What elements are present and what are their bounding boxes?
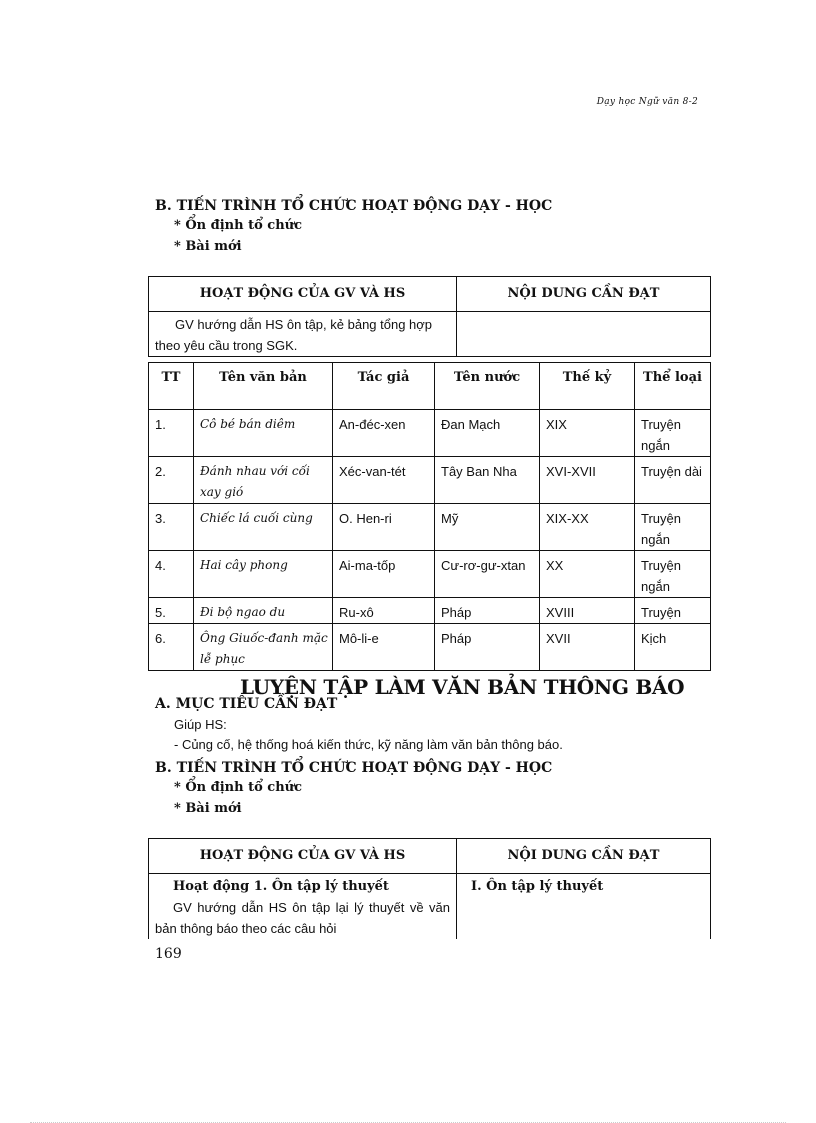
section-title: B. TIẾN TRÌNH TỔ CHỨC HOẠT ĐỘNG DẠY - HỌC (155, 198, 553, 214)
cell-century: XIX-XX (540, 504, 635, 551)
cell-index: 1. (149, 410, 194, 457)
content-cell-2 (457, 874, 711, 940)
activity-title: Hoạt động 1. Ôn tập lý thuyết (173, 879, 389, 894)
content-header: NỘI DUNG CẦN ĐẠT (457, 277, 711, 312)
cell-index: 5. (149, 598, 194, 624)
content-title: I. Ôn tập lý thuyết (471, 879, 604, 894)
page-number: 169 (155, 946, 182, 962)
cell-author: O. Hen-ri (333, 504, 435, 551)
running-header: Dạy học Ngữ văn 8-2 (596, 97, 698, 107)
cell-century: XIX (540, 410, 635, 457)
cell-author: Ru-xô (333, 598, 435, 624)
cell-index: 4. (149, 551, 194, 598)
activity-header: HOẠT ĐỘNG CỦA GV VÀ HS (149, 277, 457, 312)
section-title-2: B. TIẾN TRÌNH TỔ CHỨC HOẠT ĐỘNG DẠY - HỌC (155, 760, 553, 776)
objective-item: - Củng cố, hệ thống hoá kiến thức, kỹ năng làm văn bản thông báo. (174, 737, 563, 752)
objectives-heading: A. MỤC TIÊU CẦN ĐẠT (155, 696, 338, 712)
table-row (149, 624, 711, 671)
table-row (149, 598, 711, 624)
cell-country: Mỹ (435, 504, 540, 551)
table-row (149, 410, 711, 457)
activity-cell: GV hướng dẫn HS ôn tập, kẻ bảng tổng hợp theo yêu cầu trong SGK. (149, 312, 457, 357)
cell-author: Xéc-van-tét (333, 457, 435, 504)
cell-index: 2. (149, 457, 194, 504)
cell-title: Hai cây phong (194, 551, 333, 598)
content-header-2: NỘI DUNG CẦN ĐẠT (457, 839, 711, 874)
objectives-intro: Giúp HS: (174, 717, 227, 732)
table-row (149, 457, 711, 504)
step-new-lesson-2: * Bài mới (174, 801, 242, 816)
cell-century: XVIII (540, 598, 635, 624)
cell-title: Chiếc lá cuối cùng (194, 504, 333, 551)
step-new-lesson: * Bài mới (174, 239, 242, 254)
cell-index: 3. (149, 504, 194, 551)
cell-genre: Truyện ngắn (635, 410, 711, 457)
literature-table (148, 362, 711, 671)
cell-genre: Truyện ngắn (635, 504, 711, 551)
col-header-author: Tác giả (333, 363, 435, 410)
cell-country: Đan Mạch (435, 410, 540, 457)
col-header-country: Tên nước (435, 363, 540, 410)
cell-genre: Truyện dài (635, 457, 711, 504)
col-header-century: Thế kỷ (540, 363, 635, 410)
cell-index: 6. (149, 624, 194, 671)
table-row (149, 504, 711, 551)
cell-genre: Truyện (635, 598, 711, 624)
cell-country: Cư-rơ-gư-xtan (435, 551, 540, 598)
col-header-title: Tên văn bản (194, 363, 333, 410)
col-header-index: TT (149, 363, 194, 410)
cell-genre: Kịch (635, 624, 711, 671)
cell-title: Cô bé bán diêm (194, 410, 333, 457)
cell-title: Ông Giuốc-đanh mặc lễ phục (194, 624, 333, 671)
step-stabilize-2: * Ổn định tổ chức (174, 780, 303, 795)
activity-table (148, 276, 711, 357)
cell-country: Pháp (435, 624, 540, 671)
cell-country: Pháp (435, 598, 540, 624)
cell-title: Đi bộ ngao du (194, 598, 333, 624)
cell-century: XVI-XVII (540, 457, 635, 504)
step-stabilize: * Ổn định tổ chức (174, 218, 303, 233)
col-header-genre: Thể loại (635, 363, 711, 410)
activity-table-2 (148, 838, 711, 939)
cell-country: Tây Ban Nha (435, 457, 540, 504)
cell-century: XVII (540, 624, 635, 671)
cell-genre: Truyện ngắn (635, 551, 711, 598)
cell-century: XX (540, 551, 635, 598)
activity-header-2: HOẠT ĐỘNG CỦA GV VÀ HS (149, 839, 457, 874)
cell-author: An-đéc-xen (333, 410, 435, 457)
activity-cell-2 (149, 874, 457, 940)
activity-text: GV hướng dẫn HS ôn tập lại lý thuyết về văn bản thông báo theo các câu hỏi (155, 900, 450, 936)
content-cell (457, 312, 711, 357)
lesson-title: LUYỆN TẬP LÀM VĂN BẢN THÔNG BÁO (240, 675, 685, 699)
cell-title: Đánh nhau với cối xay gió (194, 457, 333, 504)
cell-author: Mô-li-e (333, 624, 435, 671)
table-row (149, 551, 711, 598)
cell-author: Ai-ma-tốp (333, 551, 435, 598)
